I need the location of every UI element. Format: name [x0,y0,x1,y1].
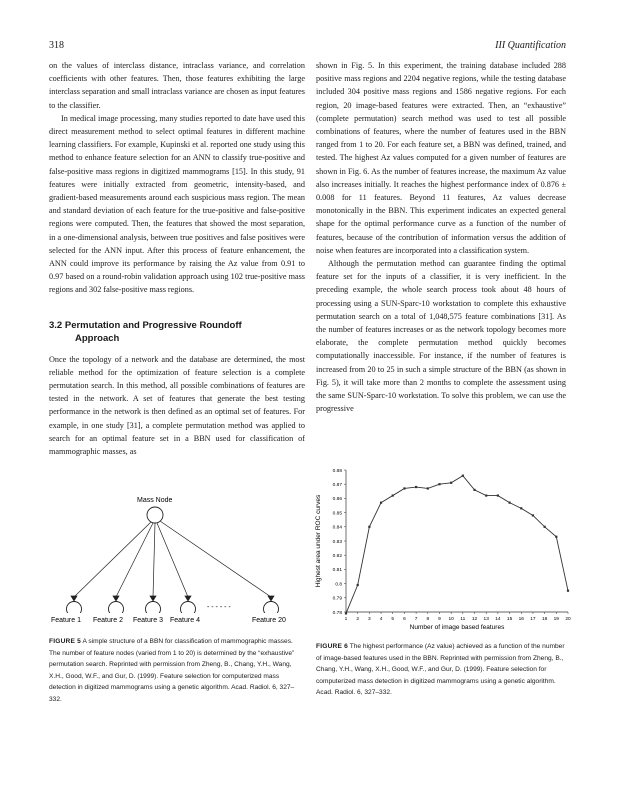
chart-x-tick-label: 9 [438,617,441,622]
chart-x-tick-label: 20 [565,617,571,622]
edge [157,523,188,597]
chart-point [427,487,429,489]
arrowhead [71,596,77,601]
feature-label: Feature 20 [252,617,286,624]
caption-text: The highest performance (Az value) achieved as a function of the number of image-based features used in the BBN. Reprinted with permission from Zheng, B., Chang, Y.H., Wang, X.H., Good, W.F., and Gur, D. (1999). Feature selection for computerized mass detection in digitized mammograms using a genetic algorithm. Acad. Radiol. 6, 327–332. [316,643,565,696]
figure6-chart [306,464,576,634]
section-heading [49,319,305,345]
feature-label: Feature 1 [51,617,81,624]
caption-text: A simple structure of a BBN for classification of mammographic masses. The number of feature nodes (varied from 1 to 20) is determined by the “exhaustive” permutation search. Reprinted with permission from Zheng, B., Chang, Y.H., Wang, X.H., Good, W.F., and Gur, D. (1999). Feature selection for computerized mass detection in digitized mammograms using a genetic algorithm. Acad. Radiol. 6, 327–332. [49,638,295,703]
edge [153,523,155,597]
chart-x-tick-label: 15 [506,617,513,622]
chart-point [450,482,452,484]
chart-series-line [346,476,568,614]
chart-point [357,584,359,586]
chart-x-tick-label: 14 [495,617,501,622]
chart-point [415,486,417,488]
chart-x-tick-label: 5 [391,617,395,622]
mass-node-label: Mass Node [137,497,173,504]
chart-x-tick-label: 2 [356,617,360,622]
arrowhead [150,596,156,601]
paragraph: Once the topology of a network and the database are determined, the most reliable method for the optimization of feature selection is a complete permutation search. In this method, all possible combinations of features are tested in the network. A set of features that generate the best testing performance in the network is then defined as an optimal set of features. For example, in one study [31], a complete permutation method was applied to search for an optimal feature set in a BBN used for classification of mammographic masses, as [49,354,305,457]
chart-point [473,489,475,491]
chart-y-tick-label: 0.78 [332,610,342,616]
chart-point [520,507,522,509]
paragraph: In medical image processing, many studies reported to date have used this direct measurement method to select optimal features in different machine learning classifiers. For example, Kupinski et al. reported one study using this method to enhance feature selection for an ANN to classify true-positive and false-positive mass regions in digitized mammograms [15]. In this study, 91 features were initially extracted from geometric, intensity-based, and gradient-based measurements around each suspicious mass region. The mean and standard deviation of each feature for the true-positive and false-positive regions were computed. Then, the features that showed the most separation, in a one-dimensional analysis, between true positives and false positives were selected for the ANN input. After this process of feature enhancement, the ANN could improve its performance by raising the Az value from 0.91 to 0.97 based on a round-robin validation approach using 102 true-positive mass regions and 302 false-positive mass regions. [49,113,305,295]
mass-node [147,507,163,523]
chart-point [544,526,546,528]
chart-point [497,494,499,496]
chart-point [485,494,487,496]
section-title-cont: Approach [75,332,120,344]
chart-y-tick-label: 0.83 [332,539,342,545]
edge [74,522,151,597]
ellipsis-dashes: - - - - - - [207,604,231,611]
chart-x-tick-label: 13 [483,617,489,622]
arrowhead [185,596,191,601]
arrowhead [268,596,274,601]
feature-label: Feature 4 [170,617,200,624]
arrowhead [113,596,119,601]
chart-point [345,612,347,614]
page-number: 318 [49,40,64,51]
chart-y-tick-label: 0.81 [332,568,342,574]
chart-y-tick-label: 0.88 [332,468,342,474]
chart-x-tick-label: 8 [426,617,430,622]
chart-y-tick-label: 0.82 [332,554,342,559]
section-title: Permutation and Progressive Roundoff [64,319,242,331]
chart-x-tick-label: 3 [368,617,371,622]
left-column [49,59,305,458]
right-column [316,59,566,415]
chart-ylabel: Highest area under ROC curves [315,494,322,588]
chart-x-tick-label: 11 [460,617,466,622]
chart-x-tick-label: 6 [403,617,406,622]
paragraph: shown in Fig. 5. In this experiment, the training database included 288 positive mass regions and 2204 negative regions, while the testing database included 304 positive mass regions and 1586 negative regions. For each region, 20 image-based features were extracted. Then, an “exhaustive” (complete permutation) search method was used to test all possible combinations of features, where the number of features used in the BBN ranged from 1 to 20. For each feature set, a BBN was defined, trained, and tested. The highest Az values computed for a given number of features are shown in Fig. 6. As the number of features increase, the maximum Az value also increases initially. It reaches the highest performance index of 0.876 ± 0.008 for 11 features. Beyond 11 features, Az values decrease monotonically in the BBN. This experiment indicates an expected general shape for the optimal performance curve as a function of the number of features, because of the contribution of information versus the addition of noise when features are incorporated into a classification system. [316,61,566,255]
feature-label: Feature 2 [93,617,123,624]
paragraph: on the values of interclass distance, intraclass variance, and correlation coefficients with other features. Then, those features exhibiting the large interclass separation and small intraclass variance are chosen as input features to the classifier. [49,61,305,110]
chart-x-tick-label: 17 [530,617,536,622]
figure5-diagram [49,488,311,628]
chart-point [403,487,405,489]
chart-x-tick-label: 19 [553,617,559,622]
chart-y-tick-label: 0.84 [332,525,342,531]
paragraph: Although the permutation method can guarantee finding the optimal feature set for the inputs of a classifier, it is very inefficient. In the preceding example, the whole search process took about 48 hours of processing using a SUN-Sparc-10 workstation to complete this exhaustive permutation search on a total of 1,048,575 feature combinations [31]. As the number of features increases or as the network topology becomes more elaborate, the complete permutation method quickly becomes computationally inaccessible. For instance, if the number of features is increased from 20 to 25 in such a simple structure of the BBN (as shown in Fig. 5), it will take more than 2 months to complete the assessment using the same SUN-Sparc-10 workstation. To solve this problem, we can use the progressive [316,259,566,414]
figure6-caption [316,641,568,699]
chart-x-tick-label: 10 [448,617,454,622]
chart-x-tick-label: 18 [541,617,548,622]
chart-point [567,590,569,592]
chart-x-tick-label: 1 [344,617,348,622]
chart-y-tick-label: 0.86 [332,497,342,503]
chart-point [508,502,510,504]
chart-xlabel: Number of image based features [409,624,505,631]
chart-point [532,514,534,516]
chart-y-tick-label: 0.79 [332,596,342,602]
chart-x-tick-label: 16 [518,617,524,622]
chart-point [462,475,464,477]
chart-y-tick-label: 0.87 [332,483,342,488]
section-number: 3.2 [49,319,63,331]
chart-point [392,494,394,496]
figure5-caption [49,636,299,705]
feature-label: Feature 3 [133,617,163,624]
chart-point [555,536,557,538]
running-title: III Quantification [495,40,566,51]
chart-y-tick-label: 0.8 [335,582,342,588]
caption-label: FIGURE 6 [316,643,349,650]
edge [160,521,271,597]
edge [116,523,153,597]
chart-x-tick-label: 7 [414,617,418,622]
chart-x-tick-label: 12 [471,617,478,622]
chart-y-tick-label: 0.85 [332,511,342,517]
caption-label: FIGURE 5 [49,638,82,645]
chart-point [380,502,382,504]
chart-x-tick-label: 4 [379,617,383,622]
chart-point [438,483,440,485]
chart-point [368,526,370,528]
